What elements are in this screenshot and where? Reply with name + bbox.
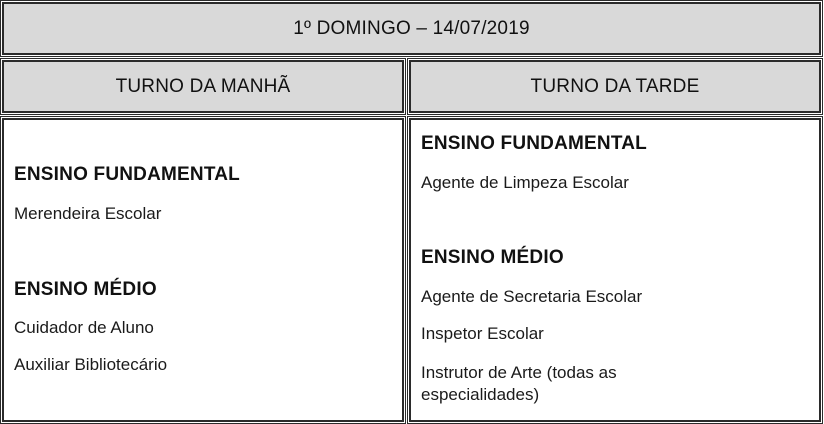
position-item: Agente de Limpeza Escolar — [421, 173, 629, 192]
morning-shift-cell — [2, 118, 404, 422]
morning-shift-header: TURNO DA MANHÃ — [2, 60, 404, 113]
section-heading-fundamental: ENSINO FUNDAMENTAL — [14, 164, 240, 185]
section-heading-medio: ENSINO MÉDIO — [421, 247, 564, 268]
section-heading-medio: ENSINO MÉDIO — [14, 279, 157, 300]
afternoon-shift-cell — [409, 118, 821, 422]
position-item: Instrutor de Arte (todas as especialidades) — [421, 363, 617, 404]
position-item: Agente de Secretaria Escolar — [421, 287, 643, 306]
position-item: Auxiliar Bibliotecário — [14, 355, 168, 374]
section-heading-fundamental: ENSINO FUNDAMENTAL — [421, 133, 647, 154]
afternoon-shift-header: TURNO DA TARDE — [409, 60, 821, 113]
position-item: Cuidador de Aluno — [14, 318, 154, 337]
position-item: Inspetor Escolar — [421, 324, 544, 343]
position-item: Merendeira Escolar — [14, 204, 162, 223]
table-title: 1º DOMINGO – 14/07/2019 — [2, 2, 821, 55]
